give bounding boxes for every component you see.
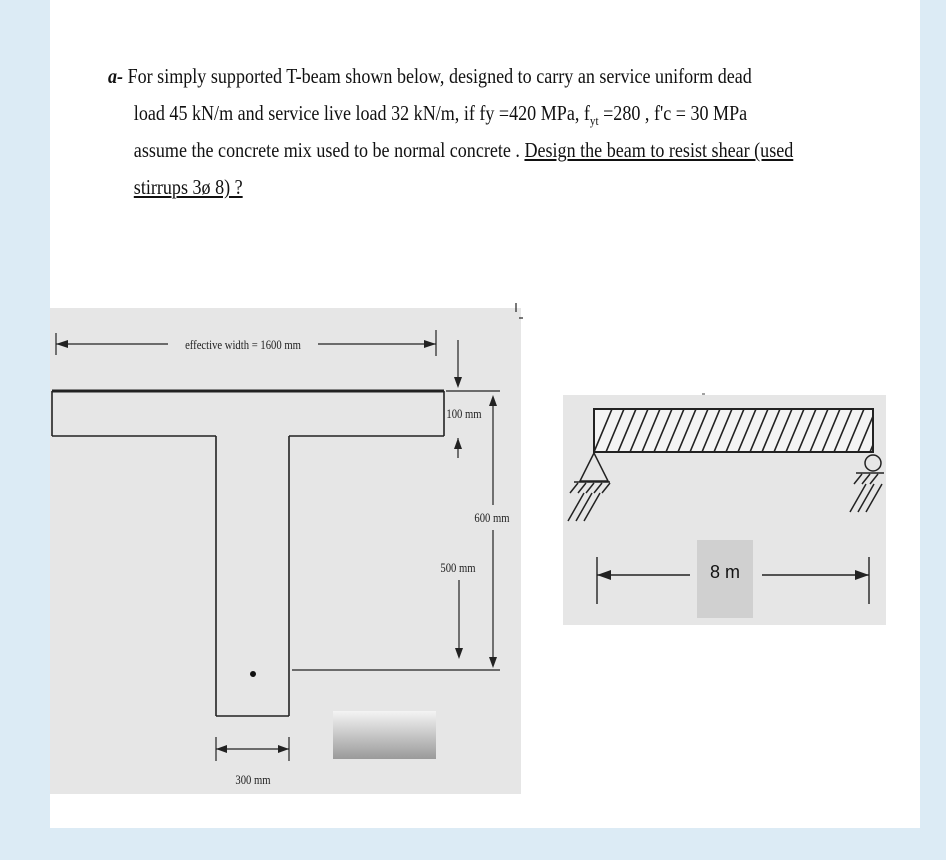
- effective-depth-label: 500 mm: [440, 559, 476, 576]
- span-label: 8 m: [709, 562, 740, 582]
- question-line-2-end: =280 , f'c = 30 MPa: [598, 101, 748, 125]
- question-line-2-text: load 45 kN/m and service live load 32 kN/m, if fy =420 MPa, f: [133, 101, 590, 125]
- question-line-3-text: assume the concrete mix used to be normal concrete .: [133, 138, 525, 162]
- stirrups-instruction: stirrups 3ø 8) ?: [133, 175, 243, 199]
- roller-support-icon: [850, 455, 884, 512]
- design-instruction: Design the beam to resist shear (used: [524, 138, 794, 162]
- pin-support-icon: [568, 453, 610, 521]
- effective-width-label: effective width = 1600 mm: [185, 336, 301, 353]
- question-line-1-text: For simply supported T-beam shown below, designed to carry an service uniform dead: [127, 64, 752, 88]
- total-depth-label: 600 mm: [474, 509, 510, 526]
- fyt-subscript: yt: [589, 113, 599, 129]
- web-width-label: 300 mm: [235, 771, 271, 788]
- flange-depth-label: 100 mm: [446, 405, 482, 422]
- question-marker: a-: [108, 64, 124, 88]
